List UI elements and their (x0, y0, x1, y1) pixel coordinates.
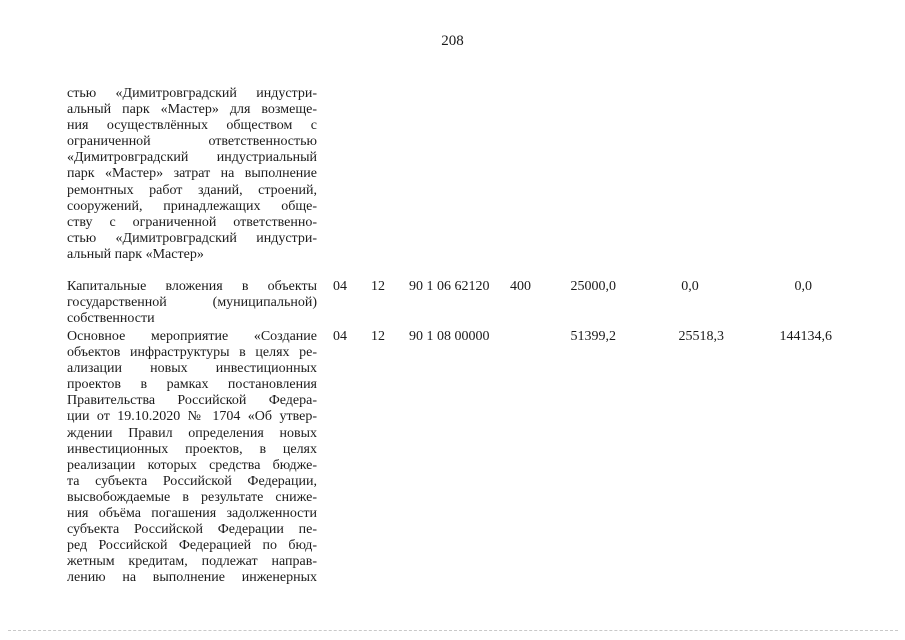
description-line: реализации которых средства бюдже- (67, 457, 317, 473)
description-line: высвобождаемые в результате сниже- (67, 489, 317, 505)
description-line: «Димитровградский индустриальный (67, 150, 317, 166)
description-line: Основное мероприятие «Создание (67, 329, 317, 344)
description-line: ограниченной ответственностью (67, 134, 317, 150)
description-line: собственности (67, 311, 155, 327)
description-line: ремонтных работ зданий, строений, (67, 182, 317, 198)
description-line: стью «Димитровградский индустри- (67, 86, 317, 101)
cell-vr: 400 (510, 279, 531, 294)
description-line: ния объёма погашения задолженности (67, 506, 317, 522)
cell-year3: 0,0 (794, 279, 812, 294)
cell-pr: 12 (371, 329, 385, 344)
row-description (67, 329, 317, 587)
description-line: альный парк «Мастер» для возмеще- (67, 102, 317, 118)
description-line: Правительства Российской Федера- (67, 393, 317, 409)
description-line: проектов в рамках постановления (67, 377, 317, 393)
cell-csr: 90 1 06 62120 (409, 279, 490, 294)
description-line: ству с ограниченной ответственно- (67, 214, 317, 230)
description-line: субъекта Российской Федерации пе- (67, 522, 317, 538)
description-line: альный парк «Мастер» (67, 246, 204, 262)
description-line: парк «Мастер» затрат на выполнение (67, 166, 317, 182)
description-line: ализации новых инвестиционных (67, 361, 317, 377)
description-line: Капитальные вложения в объекты (67, 279, 317, 294)
cell-year2: 25518,3 (678, 329, 724, 344)
description-line: государственной (муниципальной) (67, 295, 317, 311)
cell-pr: 12 (371, 279, 385, 294)
description-line: та субъекта Российской Федерации, (67, 473, 317, 489)
description-line: ции от 19.10.2020 № 1704 «Об утвер- (67, 409, 317, 425)
description-line: сооружений, принадлежащих обще- (67, 198, 317, 214)
description-line: объектов инфраструктуры в целях ре- (67, 345, 317, 361)
row-description (67, 279, 317, 327)
description-line: стью «Димитровградский индустри- (67, 230, 317, 246)
cell-year1: 25000,0 (570, 279, 616, 294)
cell-year2: 0,0 (681, 279, 699, 294)
page-bottom-divider (8, 630, 898, 631)
cell-rz: 04 (333, 279, 347, 294)
description-line: лению на выполнение инженерных (67, 570, 317, 586)
page-number: 208 (441, 33, 464, 49)
description-line: ждении Правил определения новых (67, 425, 317, 441)
description-line: жетным кредитам, подлежат направ- (67, 554, 317, 570)
cell-csr: 90 1 08 00000 (409, 329, 490, 344)
cell-rz: 04 (333, 329, 347, 344)
description-line: инвестиционных проектов, в целях (67, 441, 317, 457)
cell-year3: 144134,6 (779, 329, 832, 344)
row-description (67, 86, 317, 263)
description-line: ред Российской Федерацией по бюд- (67, 538, 317, 554)
description-line: ния осуществлённых обществом с (67, 118, 317, 134)
cell-year1: 51399,2 (570, 329, 616, 344)
